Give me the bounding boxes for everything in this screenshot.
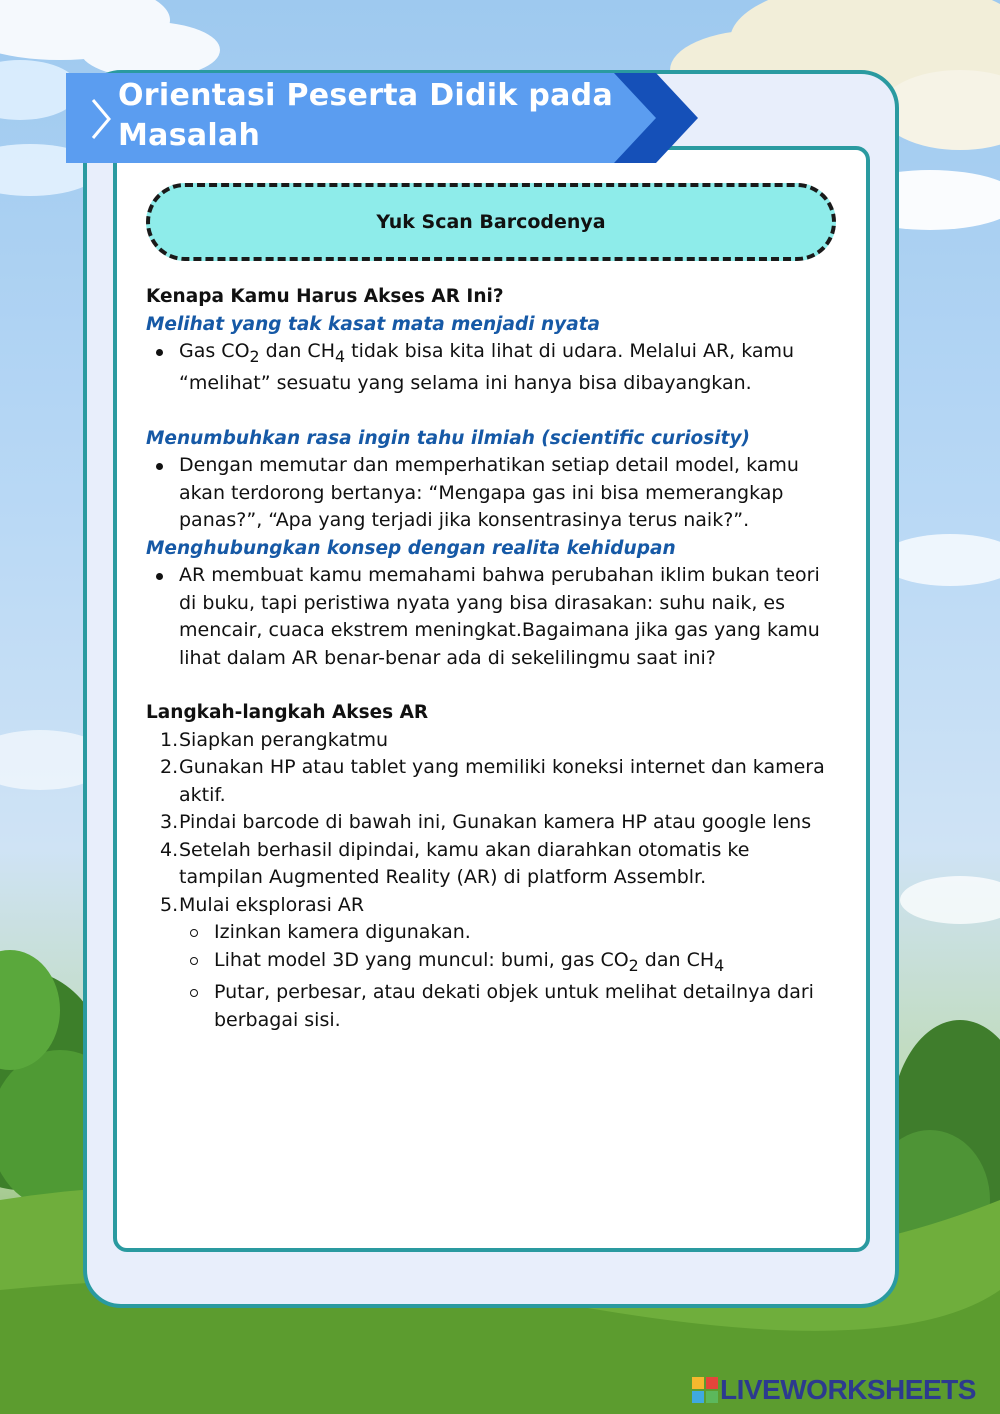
sub-item: Putar, perbesar, atau dekati objek untuk melihat detailnya dari berbagai sisi. xyxy=(146,979,836,1034)
sub-item: Izinkan kamera digunakan. xyxy=(146,919,836,947)
step-number: 3. xyxy=(160,811,179,834)
why-heading: Kenapa Kamu Harus Akses AR Ini? xyxy=(146,286,504,307)
page-title: Orientasi Peserta Didik pada Masalah xyxy=(118,78,613,153)
section-2-bullets xyxy=(146,452,836,535)
step-5-sublist xyxy=(146,919,836,1034)
step-number: 4. xyxy=(160,838,179,861)
section-title-3: Menghubungkan konsep dengan realita kehidupan xyxy=(146,537,676,559)
bullet-item: Dengan memutar dan memperhatikan setiap detail model, kamu akan terdorong bertanya: “Mengapa gas ini bisa memerangkap panas?”, “Apa yang terjadi jika konsentrasinya terus naik?”. xyxy=(146,452,836,535)
logo-text: LIVEWORKSHEETS xyxy=(720,1374,976,1405)
main-content xyxy=(146,283,836,1034)
section-title-2: Menumbuhkan rasa ingin tahu ilmiah (scientific curiosity) xyxy=(146,427,750,449)
step-item: 4. Setelah berhasil dipindai, kamu akan diarahkan otomatis ke tampilan Augmented Reality (AR) di platform Assemblr. xyxy=(160,838,750,889)
step-item: 1. Siapkan perangkatmu xyxy=(146,727,836,755)
section-1-bullets xyxy=(146,338,836,398)
chevron-right-icon xyxy=(85,96,115,142)
liveworksheets-logo-icon xyxy=(692,1377,718,1403)
section-title-1: Melihat yang tak kasat mata menjadi nyata xyxy=(146,313,601,335)
steps-heading: Langkah-langkah Akses AR xyxy=(146,702,429,724)
step-item: 5. Mulai eksplorasi AR xyxy=(146,892,836,920)
scan-barcode-label: Yuk Scan Barcodenya xyxy=(376,211,606,233)
step-number: 2. xyxy=(160,756,179,779)
step-number: 1. xyxy=(160,728,179,751)
steps-list xyxy=(146,727,836,920)
spacer xyxy=(146,672,836,699)
bullet-item: AR membuat kamu memahami bahwa perubahan iklim bukan teori di buku, tapi peristiwa nyata yang bisa dirasakan: suhu naik, es mencair, cuaca ekstrem meningkat.Bagaimana jika gas yang kamu lihat dalam AR benar-benar ada di sekelilingmu saat ini? xyxy=(146,562,836,672)
liveworksheets-logo[interactable] xyxy=(692,1374,976,1406)
step-item: 3. Pindai barcode di bawah ini, Gunakan kamera HP atau google lens xyxy=(146,809,836,837)
bullet-item: Gas $CO_2$ dan $CH_4$ tidak bisa kita lihat di udara. Melalui AR, kamu “melihat” sesuatu yang selama ini hanya bisa dibayangkan. xyxy=(146,338,836,398)
step-item: 2. Gunakan HP atau tablet yang memiliki koneksi internet dan kamera aktif. xyxy=(160,756,825,806)
sub-item: Lihat model 3D yang muncul: bumi, gas $CO_2$ dan $CH_4$ xyxy=(146,947,836,979)
section-3-bullets xyxy=(146,562,836,672)
step-number: 5. xyxy=(160,893,179,916)
scan-barcode-box xyxy=(146,183,836,261)
spacer xyxy=(146,398,836,425)
